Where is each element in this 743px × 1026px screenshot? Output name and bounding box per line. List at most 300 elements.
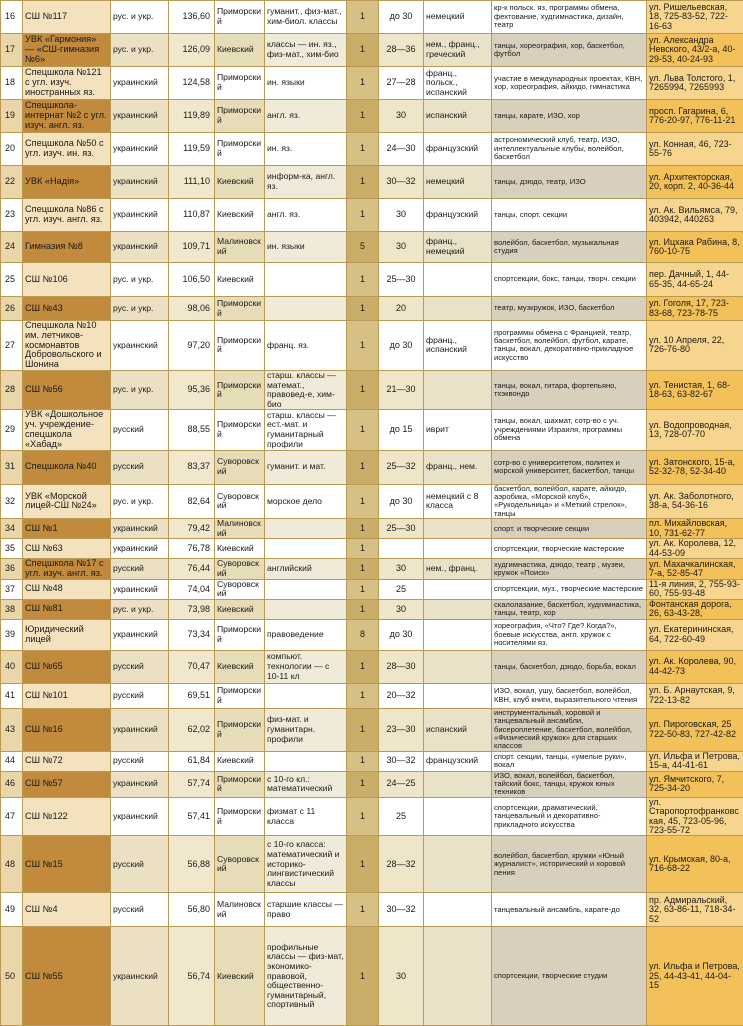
district-cell: Приморский: [215, 410, 265, 450]
profile-classes-cell: старш. классы — математ., правовед-е, хим-био: [265, 370, 347, 409]
class-count-cell: 1: [347, 450, 379, 484]
foreign-language-cell: франц., испанский: [424, 321, 492, 371]
profile-classes-cell: [265, 599, 347, 619]
teaching-language-cell: русский: [111, 650, 169, 683]
row-number-cell: 38: [1, 599, 23, 619]
district-cell: Приморский: [215, 683, 265, 708]
district-cell: Приморский: [215, 67, 265, 100]
row-number-cell: 35: [1, 539, 23, 559]
profile-classes-cell: информ-ка, англ. яз.: [265, 166, 347, 199]
foreign-language-cell: [424, 519, 492, 539]
district-cell: Киевский: [215, 927, 265, 1026]
teaching-language-cell: русский: [111, 410, 169, 450]
class-size-cell: 30—32: [379, 166, 424, 199]
teaching-language-cell: украинский: [111, 199, 169, 232]
foreign-language-cell: французский: [424, 133, 492, 166]
class-count-cell: 1: [347, 199, 379, 232]
table-row: [1, 232, 743, 263]
profile-classes-cell: английский: [265, 559, 347, 580]
school-name-cell: СШ №101: [23, 683, 111, 708]
profile-classes-cell: ин. яз.: [265, 133, 347, 166]
district-cell: Приморский: [215, 708, 265, 751]
table-row: [1, 166, 743, 199]
row-number-cell: 34: [1, 519, 23, 539]
foreign-language-cell: нем., франц.: [424, 559, 492, 580]
school-name-cell: УВК «Дошкольное уч. учреждение-спецшкола «Хабад»: [23, 410, 111, 450]
rating-score-cell: 126,09: [169, 34, 215, 67]
row-number-cell: 31: [1, 450, 23, 484]
activities-cell: ИЗО, вокал, волейбол, баскетбол, тайский бокс, танцы, кружок юных техников: [492, 771, 647, 797]
address-cell: пр. Адмиральский, 32, 63-86-11, 718-34-52: [647, 893, 743, 927]
address-cell: 11-я линия, 2, 755-93-60, 755-93-48: [647, 579, 743, 599]
address-cell: ул. Ильфа и Петрова, 15-а, 44-41-61: [647, 751, 743, 771]
rating-score-cell: 119,89: [169, 100, 215, 133]
class-size-cell: 30—32: [379, 751, 424, 771]
rating-score-cell: 110,87: [169, 199, 215, 232]
school-name-cell: СШ №15: [23, 836, 111, 893]
foreign-language-cell: иврит: [424, 410, 492, 450]
school-name-cell: СШ №56: [23, 370, 111, 409]
activities-cell: волейбол, баскетбол, музыкальная студия: [492, 232, 647, 263]
foreign-language-cell: немецкий: [424, 1, 492, 34]
address-cell: ул. Ицхака Рабина, 8, 760-10-75: [647, 232, 743, 263]
row-number-cell: 36: [1, 559, 23, 580]
row-number-cell: 18: [1, 67, 23, 100]
address-cell: ул. Архитекторская, 20, корп. 2, 40-36-44: [647, 166, 743, 199]
school-name-cell: СШ №4: [23, 893, 111, 927]
address-cell: ул. Конная, 46, 723-55-76: [647, 133, 743, 166]
district-cell: Приморский: [215, 297, 265, 321]
table-row: [1, 559, 743, 580]
table-row: [1, 797, 743, 836]
foreign-language-cell: французский: [424, 199, 492, 232]
class-count-cell: 1: [347, 927, 379, 1026]
activities-cell: участие в международных проектах, КВН, хор, хореография, айкидо, гимнастика: [492, 67, 647, 100]
rating-score-cell: 73,34: [169, 619, 215, 650]
class-count-cell: 1: [347, 166, 379, 199]
rating-score-cell: 62,02: [169, 708, 215, 751]
class-size-cell: 20—32: [379, 683, 424, 708]
table-row: [1, 579, 743, 599]
foreign-language-cell: [424, 797, 492, 836]
school-name-cell: СШ №117: [23, 1, 111, 34]
row-number-cell: 50: [1, 927, 23, 1026]
address-cell: ул. Екатерининская, 64, 722-60-49: [647, 619, 743, 650]
school-name-cell: УВК «Гармония» — «СШ-гимназия №6»: [23, 34, 111, 67]
foreign-language-cell: [424, 619, 492, 650]
school-name-cell: СШ №81: [23, 599, 111, 619]
foreign-language-cell: [424, 836, 492, 893]
profile-classes-cell: с 10-го кл.: математический: [265, 771, 347, 797]
profile-classes-cell: компьют. технологии — с 10-11 кл: [265, 650, 347, 683]
class-count-cell: 1: [347, 559, 379, 580]
class-size-cell: 27—28: [379, 67, 424, 100]
class-size-cell: [379, 539, 424, 559]
rating-score-cell: 97,20: [169, 321, 215, 371]
school-name-cell: Спецшкола №86 с угл. изуч. англ. яз.: [23, 199, 111, 232]
profile-classes-cell: гуманит., физ-мат., хим-биол. классы: [265, 1, 347, 34]
teaching-language-cell: рус. и укр.: [111, 34, 169, 67]
district-cell: Малиновский: [215, 893, 265, 927]
foreign-language-cell: [424, 927, 492, 1026]
activities-cell: астрономический клуб, театр, ИЗО, интеллектуальные клубы, волейбол, баскетбол: [492, 133, 647, 166]
foreign-language-cell: [424, 370, 492, 409]
class-count-cell: 1: [347, 836, 379, 893]
teaching-language-cell: украинский: [111, 619, 169, 650]
class-size-cell: 24—25: [379, 771, 424, 797]
class-count-cell: 1: [347, 484, 379, 519]
class-size-cell: 25—32: [379, 450, 424, 484]
school-name-cell: СШ №106: [23, 263, 111, 297]
profile-classes-cell: [265, 751, 347, 771]
address-cell: ул. Старопортофранковская, 45, 723-05-96, 723-55-72: [647, 797, 743, 836]
row-number-cell: 19: [1, 100, 23, 133]
foreign-language-cell: [424, 893, 492, 927]
class-count-cell: 1: [347, 579, 379, 599]
school-name-cell: Спецшкола-интернат №2 с угл. изуч. англ. яз.: [23, 100, 111, 133]
class-size-cell: до 15: [379, 410, 424, 450]
address-cell: ул. Тенистая, 1, 68-18-63, 63-82-67: [647, 370, 743, 409]
activities-cell: спортсекции, драматический, танцевальный и декоративно-прикладного искусства: [492, 797, 647, 836]
foreign-language-cell: франц., нем.: [424, 450, 492, 484]
activities-cell: кр-к польск. яз, программы обмена, фехтование, худгимнастика, дизайн, театр: [492, 1, 647, 34]
address-cell: ул. Ямчитского, 7, 725-34-20: [647, 771, 743, 797]
school-name-cell: СШ №63: [23, 539, 111, 559]
row-number-cell: 49: [1, 893, 23, 927]
district-cell: Суворовский: [215, 579, 265, 599]
teaching-language-cell: украинский: [111, 579, 169, 599]
district-cell: Киевский: [215, 34, 265, 67]
class-count-cell: 1: [347, 771, 379, 797]
school-name-cell: СШ №48: [23, 579, 111, 599]
school-name-cell: СШ №122: [23, 797, 111, 836]
activities-cell: спортсекции, творческие студии: [492, 927, 647, 1026]
table-row: [1, 100, 743, 133]
class-size-cell: до 30: [379, 321, 424, 371]
district-cell: Приморский: [215, 100, 265, 133]
profile-classes-cell: [265, 539, 347, 559]
teaching-language-cell: украинский: [111, 100, 169, 133]
district-cell: Киевский: [215, 751, 265, 771]
district-cell: Приморский: [215, 133, 265, 166]
row-number-cell: 16: [1, 1, 23, 34]
district-cell: Киевский: [215, 599, 265, 619]
profile-classes-cell: франц. яз.: [265, 321, 347, 371]
table-row: [1, 370, 743, 409]
profile-classes-cell: физмат с 11 класса: [265, 797, 347, 836]
class-size-cell: 21—30: [379, 370, 424, 409]
activities-cell: танцы, дзюдо, театр, ИЗО: [492, 166, 647, 199]
class-size-cell: 30—32: [379, 893, 424, 927]
activities-cell: танцы, спорт. секции: [492, 199, 647, 232]
class-count-cell: 1: [347, 34, 379, 67]
class-count-cell: 5: [347, 232, 379, 263]
table-row: [1, 263, 743, 297]
class-size-cell: 25—30: [379, 519, 424, 539]
school-name-cell: СШ №55: [23, 927, 111, 1026]
row-number-cell: 22: [1, 166, 23, 199]
row-number-cell: 29: [1, 410, 23, 450]
class-size-cell: 28—36: [379, 34, 424, 67]
class-size-cell: 20: [379, 297, 424, 321]
rating-score-cell: 57,74: [169, 771, 215, 797]
table-row: [1, 771, 743, 797]
activities-cell: спорт. и творческие секции: [492, 519, 647, 539]
activities-cell: танцы, карате, ИЗО, хор: [492, 100, 647, 133]
foreign-language-cell: [424, 539, 492, 559]
class-size-cell: 28—32: [379, 836, 424, 893]
rating-score-cell: 56,88: [169, 836, 215, 893]
class-size-cell: до 30: [379, 484, 424, 519]
profile-classes-cell: [265, 579, 347, 599]
district-cell: Малиновский: [215, 519, 265, 539]
address-cell: ул. Ак. Королева, 90, 44-42-73: [647, 650, 743, 683]
teaching-language-cell: украинский: [111, 67, 169, 100]
table-row: [1, 484, 743, 519]
table-row: [1, 1, 743, 34]
class-size-cell: 30: [379, 100, 424, 133]
profile-classes-cell: классы — ин. яз., физ-мат., хим-био: [265, 34, 347, 67]
school-name-cell: Спецшкола №121 с угл. изуч. иностранных яз.: [23, 67, 111, 100]
table-row: [1, 321, 743, 371]
teaching-language-cell: украинский: [111, 133, 169, 166]
profile-classes-cell: профильные классы — физ-мат, экономико-правовой, общественно-гуманитарный, спортивный: [265, 927, 347, 1026]
rating-score-cell: 57,41: [169, 797, 215, 836]
row-number-cell: 20: [1, 133, 23, 166]
table-row: [1, 297, 743, 321]
table-row: [1, 927, 743, 1026]
rating-score-cell: 98,06: [169, 297, 215, 321]
rating-score-cell: 106,50: [169, 263, 215, 297]
teaching-language-cell: украинский: [111, 232, 169, 263]
rating-score-cell: 82,64: [169, 484, 215, 519]
teaching-language-cell: украинский: [111, 708, 169, 751]
class-count-cell: 1: [347, 751, 379, 771]
profile-classes-cell: старшие классы — право: [265, 893, 347, 927]
row-number-cell: 37: [1, 579, 23, 599]
class-size-cell: 30: [379, 232, 424, 263]
class-count-cell: 1: [347, 263, 379, 297]
district-cell: Киевский: [215, 650, 265, 683]
table-row: [1, 751, 743, 771]
teaching-language-cell: рус. и укр.: [111, 1, 169, 34]
address-cell: ул. Ришельевская, 18, 725-83-52, 722-16-63: [647, 1, 743, 34]
row-number-cell: 24: [1, 232, 23, 263]
profile-classes-cell: [265, 683, 347, 708]
teaching-language-cell: русский: [111, 450, 169, 484]
activities-cell: спортсекции, бокс, танцы, творч. секции: [492, 263, 647, 297]
teaching-language-cell: украинский: [111, 797, 169, 836]
rating-score-cell: 95,36: [169, 370, 215, 409]
table-row: [1, 450, 743, 484]
teaching-language-cell: рус. и укр.: [111, 370, 169, 409]
profile-classes-cell: физ-мат. и гуманитарн. профили: [265, 708, 347, 751]
foreign-language-cell: [424, 599, 492, 619]
rating-score-cell: 69,51: [169, 683, 215, 708]
foreign-language-cell: [424, 650, 492, 683]
class-size-cell: 24—30: [379, 133, 424, 166]
district-cell: Киевский: [215, 166, 265, 199]
activities-cell: танцы, хореография, хор, баскетбол, футбол: [492, 34, 647, 67]
foreign-language-cell: испанский: [424, 100, 492, 133]
class-count-cell: 8: [347, 619, 379, 650]
foreign-language-cell: нем., франц., греческий: [424, 34, 492, 67]
rating-score-cell: 76,78: [169, 539, 215, 559]
address-cell: ул. Льва Толстого, 1, 7265994, 7265993: [647, 67, 743, 100]
profile-classes-cell: [265, 519, 347, 539]
activities-cell: танцы, вокал, гитара, фортепьяно, тхэквондо: [492, 370, 647, 409]
address-cell: пер. Дачный, 1, 44-65-35, 44-65-24: [647, 263, 743, 297]
address-cell: Фонтанская дорога, 26, 63-43-28,: [647, 599, 743, 619]
school-name-cell: СШ №57: [23, 771, 111, 797]
table-row: [1, 539, 743, 559]
class-size-cell: до 30: [379, 1, 424, 34]
class-count-cell: 1: [347, 708, 379, 751]
class-count-cell: 1: [347, 297, 379, 321]
table-row: [1, 519, 743, 539]
row-number-cell: 44: [1, 751, 23, 771]
teaching-language-cell: русский: [111, 836, 169, 893]
activities-cell: сотр-во с университетом, политех и морской университет, баскетбол, танцы: [492, 450, 647, 484]
teaching-language-cell: рус. и укр.: [111, 297, 169, 321]
school-name-cell: Гимназия №8: [23, 232, 111, 263]
school-name-cell: Спецшкола №50 с угл. изуч. ин. яз.: [23, 133, 111, 166]
activities-cell: танцы, баскетбол, дзюдо, борьба, вокал: [492, 650, 647, 683]
row-number-cell: 48: [1, 836, 23, 893]
teaching-language-cell: рус. и укр.: [111, 599, 169, 619]
activities-cell: хореография, «Что? Где? Когда?», боевые искусства, англ. кружок с носителями яз.: [492, 619, 647, 650]
activities-cell: спортсекции, творческие мастерские: [492, 539, 647, 559]
table-row: [1, 199, 743, 232]
district-cell: Приморский: [215, 1, 265, 34]
table-row: [1, 599, 743, 619]
class-size-cell: до 30: [379, 619, 424, 650]
rating-score-cell: 74,04: [169, 579, 215, 599]
class-size-cell: 30: [379, 199, 424, 232]
row-number-cell: 46: [1, 771, 23, 797]
school-name-cell: СШ №1: [23, 519, 111, 539]
district-cell: Киевский: [215, 263, 265, 297]
district-cell: Суворовский: [215, 559, 265, 580]
table-row: [1, 708, 743, 751]
table-row: [1, 67, 743, 100]
school-name-cell: СШ №72: [23, 751, 111, 771]
school-name-cell: УВК «Надія»: [23, 166, 111, 199]
rating-score-cell: 70,47: [169, 650, 215, 683]
rating-score-cell: 109,71: [169, 232, 215, 263]
school-name-cell: Спецшкола №10 им. летчиков-космонавтов Добровольского и Шонина: [23, 321, 111, 371]
teaching-language-cell: рус. и укр.: [111, 263, 169, 297]
class-count-cell: 1: [347, 519, 379, 539]
activities-cell: спорт. секции, танцы, «умелые руки», вокал: [492, 751, 647, 771]
school-name-cell: УВК «Морской лицей-СШ №24»: [23, 484, 111, 519]
rating-score-cell: 56,80: [169, 893, 215, 927]
activities-cell: волейбол, баскетбол, кружки «Юный журналист», исторический и хоровой пения: [492, 836, 647, 893]
foreign-language-cell: франц., немецкий: [424, 232, 492, 263]
class-count-cell: 1: [347, 410, 379, 450]
foreign-language-cell: испанский: [424, 708, 492, 751]
class-size-cell: 25—30: [379, 263, 424, 297]
teaching-language-cell: русский: [111, 683, 169, 708]
class-count-cell: 1: [347, 321, 379, 371]
table-row: [1, 619, 743, 650]
activities-cell: худгимнастика, дзюдо, театр , музеи, кружок «Поиск»: [492, 559, 647, 580]
district-cell: Приморский: [215, 797, 265, 836]
teaching-language-cell: рус. и укр.: [111, 484, 169, 519]
profile-classes-cell: гуманит. и мат.: [265, 450, 347, 484]
row-number-cell: 25: [1, 263, 23, 297]
address-cell: ул. Махачкалинская, 7-а, 52-85-47: [647, 559, 743, 580]
address-cell: ул. Ак. Заболотного, 38-а, 54-36-16: [647, 484, 743, 519]
profile-classes-cell: морское дело: [265, 484, 347, 519]
activities-cell: баскетбол, волейбол, карате, айкидо, аэробика, «Морской клуб», «Рукодельница» и «Меткий стрелок», танцы: [492, 484, 647, 519]
class-count-cell: 1: [347, 1, 379, 34]
class-count-cell: 1: [347, 67, 379, 100]
foreign-language-cell: немецкий с 8 класса: [424, 484, 492, 519]
row-number-cell: 32: [1, 484, 23, 519]
district-cell: Киевский: [215, 539, 265, 559]
address-cell: ул. Гоголя, 17, 723-83-68, 723-78-75: [647, 297, 743, 321]
address-cell: ул. 10 Апреля, 22, 726-76-80: [647, 321, 743, 371]
rating-score-cell: 61,84: [169, 751, 215, 771]
rating-score-cell: 73,98: [169, 599, 215, 619]
row-number-cell: 39: [1, 619, 23, 650]
class-size-cell: 25: [379, 579, 424, 599]
district-cell: Суворовский: [215, 836, 265, 893]
address-cell: ул. Крымская, 80-а, 716-68-22: [647, 836, 743, 893]
class-count-cell: 1: [347, 539, 379, 559]
class-count-cell: 1: [347, 100, 379, 133]
class-size-cell: 30: [379, 559, 424, 580]
class-count-cell: 1: [347, 893, 379, 927]
address-cell: ул. Ак. Королева, 12, 44-53-09: [647, 539, 743, 559]
table-row: [1, 683, 743, 708]
teaching-language-cell: русский: [111, 893, 169, 927]
address-cell: ул. Затонского, 15-а, 52-32-78, 52-34-40: [647, 450, 743, 484]
rating-score-cell: 119,59: [169, 133, 215, 166]
teaching-language-cell: русский: [111, 751, 169, 771]
row-number-cell: 43: [1, 708, 23, 751]
foreign-language-cell: [424, 683, 492, 708]
row-number-cell: 27: [1, 321, 23, 371]
teaching-language-cell: украинский: [111, 519, 169, 539]
district-cell: Суворовский: [215, 484, 265, 519]
class-count-cell: 1: [347, 650, 379, 683]
row-number-cell: 17: [1, 34, 23, 67]
school-name-cell: Спецшкола №17 с угл. изуч. англ. яз.: [23, 559, 111, 580]
rating-score-cell: 76,44: [169, 559, 215, 580]
row-number-cell: 26: [1, 297, 23, 321]
foreign-language-cell: франц., польск., испанский: [424, 67, 492, 100]
rating-score-cell: 136,60: [169, 1, 215, 34]
class-size-cell: 30: [379, 927, 424, 1026]
teaching-language-cell: украинский: [111, 771, 169, 797]
school-name-cell: СШ №65: [23, 650, 111, 683]
rating-score-cell: 88,55: [169, 410, 215, 450]
school-name-cell: Юридический лицей: [23, 619, 111, 650]
profile-classes-cell: ин. языки: [265, 67, 347, 100]
table-row: [1, 836, 743, 893]
teaching-language-cell: русский: [111, 559, 169, 580]
row-number-cell: 40: [1, 650, 23, 683]
class-count-cell: 1: [347, 683, 379, 708]
table-row: [1, 133, 743, 166]
profile-classes-cell: с 10-го класса: математический и историко-лингвистический классы: [265, 836, 347, 893]
profile-classes-cell: правоведение: [265, 619, 347, 650]
address-cell: ул. Водопроводная, 13, 728-07-70: [647, 410, 743, 450]
table-row: [1, 650, 743, 683]
school-name-cell: СШ №43: [23, 297, 111, 321]
